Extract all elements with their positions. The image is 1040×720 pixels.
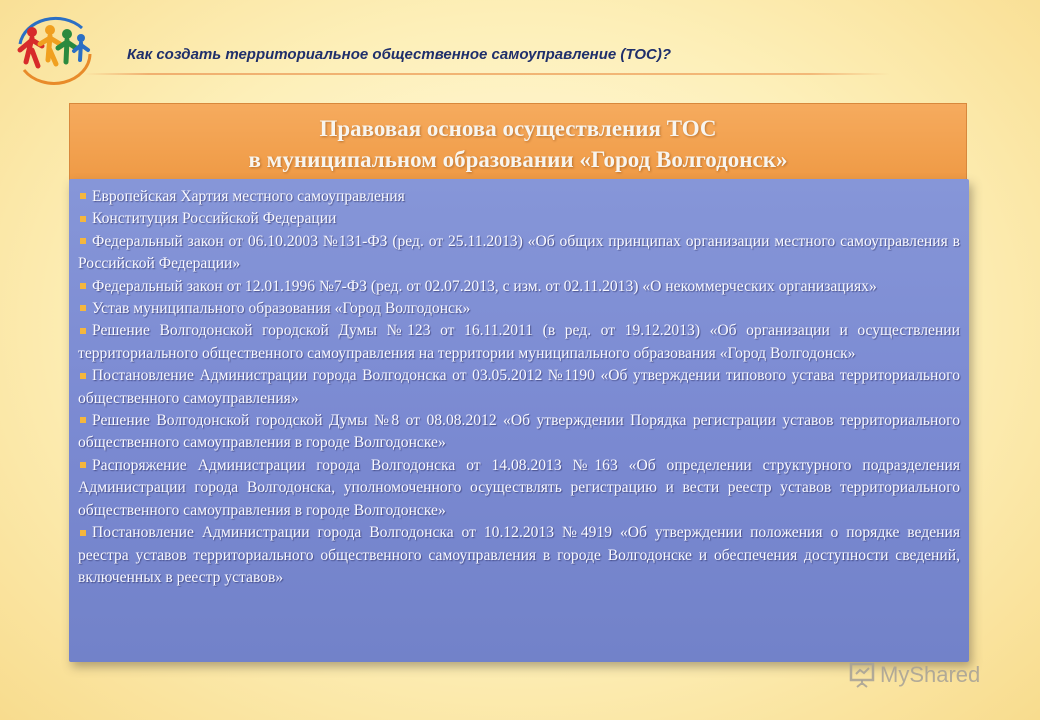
myshared-watermark <box>848 658 980 692</box>
legal-documents-list <box>78 186 960 589</box>
square-bullet-icon <box>80 193 86 199</box>
square-bullet-icon <box>80 283 86 289</box>
list-item-text: Постановление Администрации города Волгодонска от 03.05.2012 №1190 «Об утверждении типового устава территориального общественного самоуправления» <box>78 367 960 407</box>
list-item-text: Распоряжение Администрации города Волгодонска от 14.08.2013 №163 «Об определении структурного подразделения Администрации города Волгодонска, уполномоченного осуществлять регистрацию и вести реестр уставов территориального общественного самоуправления в городе Волгодонске» <box>78 456 960 519</box>
section-header-line-2: в муниципальном образовании «Город Волгодонск» <box>248 147 788 172</box>
list-item <box>78 365 960 410</box>
square-bullet-icon <box>80 462 86 468</box>
title-divider <box>84 73 890 75</box>
list-item <box>78 208 960 230</box>
square-bullet-icon <box>80 216 86 222</box>
square-bullet-icon <box>80 530 86 536</box>
list-item <box>78 298 960 320</box>
list-item-text: Постановление Администрации города Волгодонска от 10.12.2013 №4919 «Об утверждении положения о порядке ведения реестра уставов территориального общественного самоуправления в городе Волгодонске и обеспечения доступности сведений, включенных в реестр уставов» <box>78 524 960 586</box>
square-bullet-icon <box>80 373 86 379</box>
watermark-text: MyShared <box>880 662 981 687</box>
list-item <box>78 320 960 365</box>
list-item-text: Конституция Российской Федерации <box>92 210 337 228</box>
people-figures-logo-icon <box>12 14 96 86</box>
list-item <box>78 276 960 298</box>
section-header <box>69 103 967 181</box>
square-bullet-icon <box>80 305 86 311</box>
legal-documents-panel <box>69 179 969 662</box>
list-item-text: Федеральный закон от 06.10.2003 №131-ФЗ (ред. от 25.11.2013) «Об общих принципах организации местного самоуправления в Российской Федерации» <box>78 232 960 273</box>
square-bullet-icon <box>80 328 86 334</box>
page-title: Как создать территориальное общественное самоуправление (ТОС)? <box>127 46 672 63</box>
list-item-text: Устав муниципального образования «Город Волгодонск» <box>92 300 471 318</box>
square-bullet-icon <box>80 238 86 244</box>
list-item <box>78 522 960 589</box>
list-item <box>78 186 960 208</box>
list-item-text: Европейская Хартия местного самоуправления <box>92 188 405 205</box>
list-item-text: Решение Волгодонской городской Думы №123 от 16.11.2011 (в ред. от 19.12.2013) «Об организации и осуществлении территориального общественного самоуправления на территории муниципального образования «Город Волгодонск» <box>78 322 960 362</box>
list-item <box>78 410 960 455</box>
list-item <box>78 231 960 276</box>
list-item <box>78 455 960 522</box>
section-header-line-1: Правовая основа осуществления ТОС <box>319 116 717 141</box>
list-item-text: Федеральный закон от 12.01.1996 №7-ФЗ (ред. от 02.07.2013, с изм. от 02.11.2013) «О некоммерческих организациях» <box>92 277 877 295</box>
list-item-text: Решение Волгодонской городской Думы №8 от 08.08.2012 «Об утверждении Порядка регистрации уставов территориального общественного самоуправления в городе Волгодонске» <box>78 412 960 452</box>
presentation-icon <box>848 661 876 689</box>
square-bullet-icon <box>80 417 86 423</box>
